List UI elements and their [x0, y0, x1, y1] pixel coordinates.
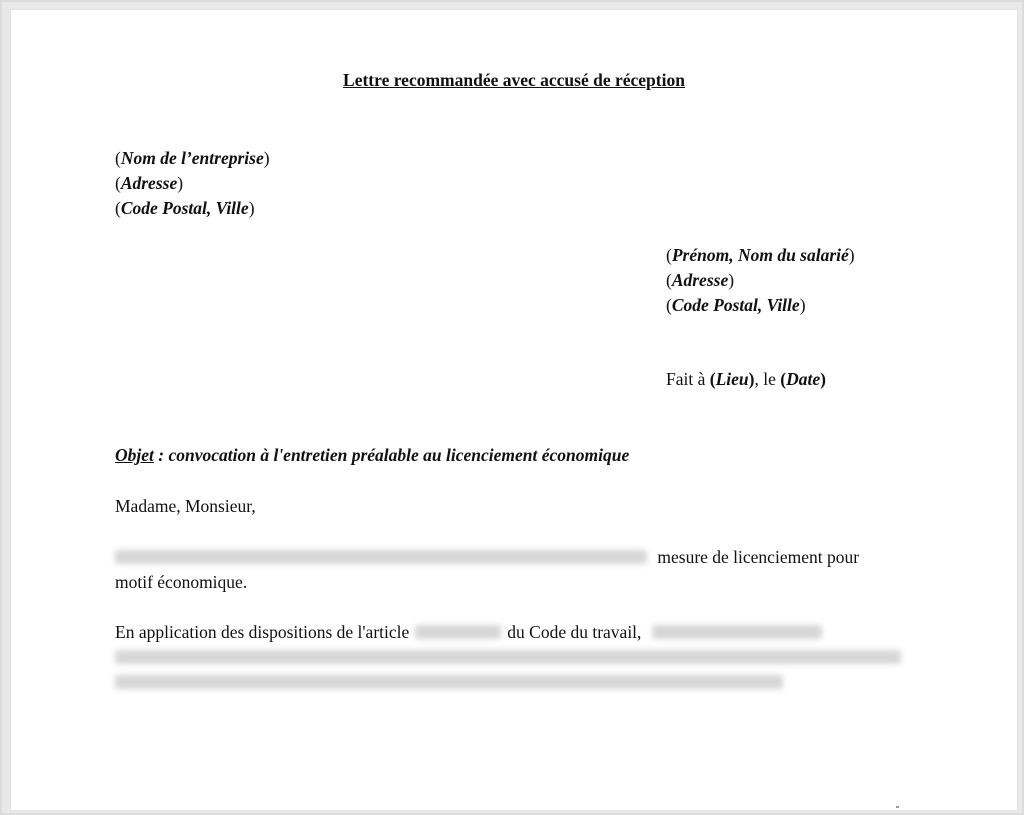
subject-label: Objet: [115, 445, 154, 465]
document-page: [11, 10, 1017, 810]
place-date-line: Fait à (Lieu), le (Date): [666, 369, 826, 389]
sender-postal-line: (Code Postal, Ville): [115, 198, 255, 218]
sender-address: Adresse: [120, 173, 178, 193]
recipient-postal-line: (Code Postal, Ville): [666, 295, 806, 315]
recipient-name: Prénom, Nom du salarié: [671, 245, 849, 265]
greeting: Madame, Monsieur,: [115, 496, 256, 516]
sender-company-line: (Nom de l’entreprise): [115, 148, 270, 168]
paragraph-1-line-2: motif économique.: [115, 572, 248, 592]
recipient-postal-city: Code Postal, Ville: [671, 295, 800, 315]
paragraph-2-visible-middle: du Code du travail,: [507, 622, 642, 642]
recipient-block: [666, 243, 855, 318]
letter-body: [11, 10, 1017, 810]
place-date-middle: , le: [754, 369, 781, 389]
paragraph-1-visible-1: mesure de licenciement pour: [657, 547, 860, 567]
sender-block: [115, 146, 270, 221]
paragraph-1: [115, 545, 901, 595]
recipient-name-line: (Prénom, Nom du salarié): [666, 245, 855, 265]
date-field: Date: [786, 369, 821, 389]
sender-address-line: (Adresse): [115, 173, 184, 193]
subject-text: : convocation à l'entretien préalable au licenciement économique: [153, 445, 630, 465]
page-corner-mark: [896, 806, 899, 808]
paragraph-2: [115, 620, 901, 695]
recipient-address: Adresse: [671, 270, 729, 290]
paragraph-2-line-2: [115, 645, 901, 670]
redacted-article-number: [415, 625, 501, 639]
sender-company: Nom de l’entreprise: [120, 148, 264, 168]
paragraph-1-line-1: [115, 545, 901, 570]
paragraph-2-line-1: [115, 620, 901, 645]
redacted-text: [115, 675, 783, 689]
sender-postal-city: Code Postal, Ville: [120, 198, 249, 218]
redacted-text: [115, 550, 647, 564]
redacted-text: [652, 625, 822, 639]
paragraph-2-line-3: [115, 670, 901, 695]
place-date-prefix: Fait à: [666, 369, 710, 389]
letter-title: Lettre recommandée avec accusé de réception: [343, 70, 685, 90]
paragraph-2-visible-start: En application des dispositions de l'article: [115, 622, 410, 642]
subject-line: [115, 445, 629, 466]
redacted-text: [115, 650, 901, 664]
recipient-address-line: (Adresse): [666, 270, 735, 290]
place-field: Lieu: [715, 369, 749, 389]
